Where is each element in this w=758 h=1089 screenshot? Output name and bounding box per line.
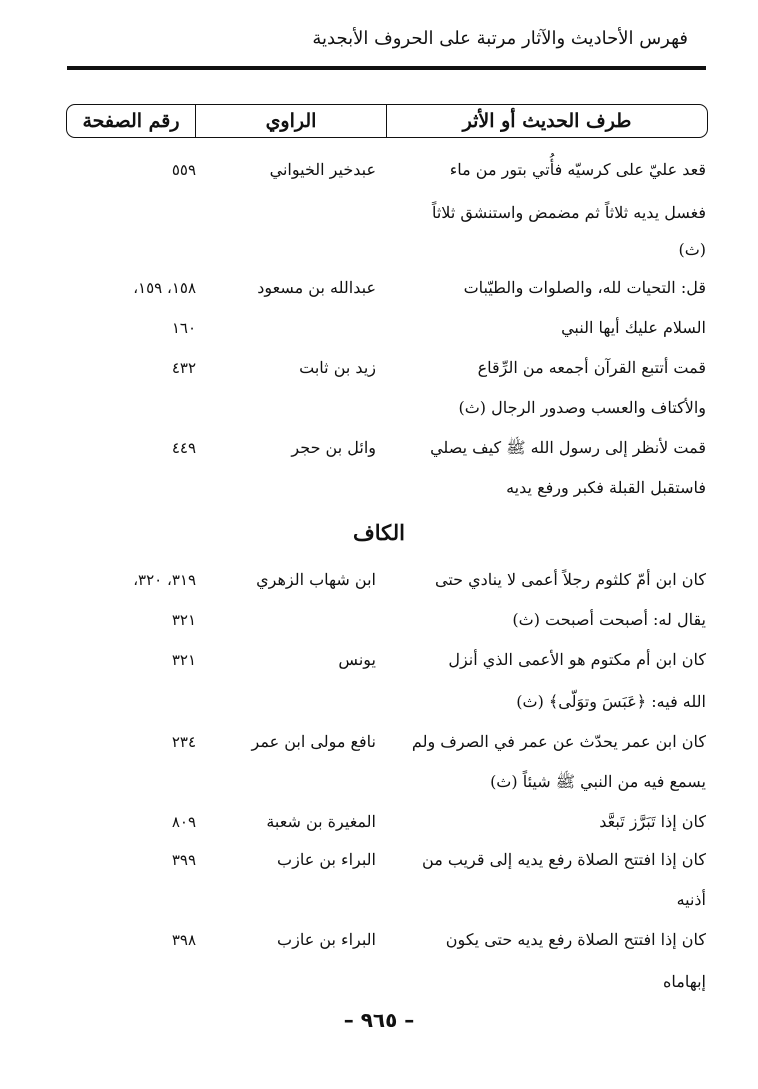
table-row [60, 962, 706, 1002]
table-row [60, 722, 706, 762]
hadith-text: والأكتاف والعسب وصدور الرجال (ث) [458, 398, 706, 417]
table-row [60, 840, 706, 880]
hadith-text: أذنيه [676, 890, 706, 909]
hadith-text: الله فيه: ﴿عَبَسَ وتوَلّى﴾ (ث) [516, 692, 706, 711]
hadith-text: كان إذا افتتح الصلاة رفع يديه إلى قريب من [422, 850, 706, 869]
page-ref: ٣٢١ [171, 651, 196, 669]
table-row [60, 468, 706, 508]
table-row [60, 268, 706, 308]
table-row [60, 560, 706, 600]
page-number: – ٩٦٥ – [343, 1008, 415, 1032]
narrator-name: نافع مولى ابن عمر [251, 732, 376, 751]
table-row [60, 682, 706, 722]
page-ref: ٣٩٩ [171, 851, 196, 869]
table-row [60, 348, 706, 388]
page-ref: ٣١٩، ٣٢٠، [133, 571, 196, 589]
narrator-name: البراء بن عازب [277, 850, 376, 869]
hadith-text: كان إذا افتتح الصلاة رفع يديه حتى يكون [445, 930, 706, 949]
hadith-text: قمت لأنظر إلى رسول الله ﷺ كيف يصلي [430, 438, 706, 457]
narrator-name: المغيرة بن شعبة [266, 812, 376, 831]
table-row [60, 640, 706, 680]
hadith-text: كان ابن أمّ كلثوم رجلاً أعمى لا ينادي حتى [435, 570, 706, 589]
page-ref: ٢٣٤ [171, 733, 196, 751]
table-row [60, 150, 706, 190]
hadith-text: يسمع فيه من النبي ﷺ شيئاً (ث) [490, 772, 706, 791]
table-row [60, 600, 706, 640]
hadith-text: السلام عليك أيها النبي [561, 318, 706, 337]
table-row [60, 308, 706, 348]
column-header-hadith: طرف الحديث أو الأثر [386, 105, 707, 137]
narrator-name: يونس [338, 650, 376, 669]
page-ref: ٣٢١ [171, 611, 196, 629]
page-ref: ٤٣٢ [171, 359, 196, 377]
narrator-name: عبدخير الخيواني [269, 160, 376, 179]
table-header [66, 104, 708, 138]
narrator-name: البراء بن عازب [277, 930, 376, 949]
narrator-name: زيد بن ثابت [299, 358, 376, 377]
page-ref: ٥٥٩ [171, 161, 196, 179]
hadith-text: كان ابن عمر يحدّث عن عمر في الصرف ولم [411, 732, 706, 751]
hadith-text: فغسل يديه ثلاثاً ثم مضمض واستنشق ثلاثاً [431, 203, 706, 222]
table-row [60, 428, 706, 468]
hadith-text: إبهاماه [663, 972, 706, 991]
header-rule [67, 66, 706, 70]
column-header-narrator: الراوي [195, 105, 386, 137]
narrator-name: وائل بن حجر [291, 438, 376, 457]
hadith-text: قل: التحيات لله، والصلوات والطيّبات [463, 278, 706, 297]
page-ref: ٨٠٩ [171, 813, 196, 831]
hadith-text: يقال له: أصبحت أصبحت (ث) [512, 610, 706, 629]
table-row [60, 230, 706, 270]
hadith-text: قمت أتتبع القرآن أجمعه من الرِّقاع [477, 358, 706, 377]
hadith-text: قعد عليّ على كرسيّه فأُتي بتور من ماء [449, 160, 706, 179]
hadith-text: كان ابن أم مكتوم هو الأعمى الذي أنزل [448, 650, 706, 669]
page-ref: ٤٤٩ [171, 439, 196, 457]
hadith-text: فاستقبل القبلة فكبر ورفع يديه [506, 478, 706, 497]
table-row [60, 762, 706, 802]
section-title: الكاف [353, 520, 405, 545]
page-ref: ١٦٠ [171, 319, 196, 337]
narrator-name: عبدالله بن مسعود [257, 278, 376, 297]
table-row [60, 193, 706, 233]
page-ref: ١٥٨، ١٥٩، [133, 279, 196, 297]
table-row [60, 880, 706, 920]
table-row [60, 802, 706, 842]
hadith-text: كان إذا تَبَرَّز تَبعَّد [599, 812, 706, 831]
table-row [60, 920, 706, 960]
running-header: فهرس الأحاديث والآثار مرتبة على الحروف الأبجدية [312, 28, 688, 49]
hadith-text: (ث) [678, 240, 706, 259]
table-row [60, 388, 706, 428]
column-header-page: رقم الصفحة [82, 110, 180, 132]
narrator-name: ابن شهاب الزهري [256, 570, 376, 589]
page-ref: ٣٩٨ [171, 931, 196, 949]
